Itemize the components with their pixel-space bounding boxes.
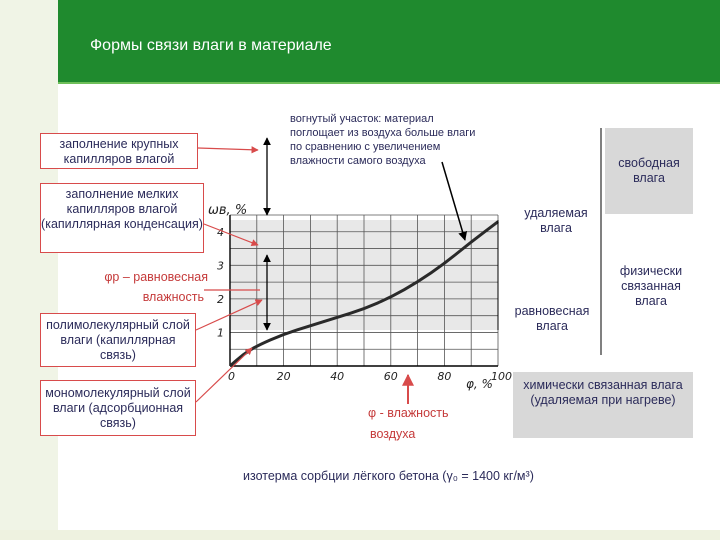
label-chemically-bound: химически связанная влага (удаляемая при нагреве) [513,372,693,438]
label-polymolecular: полимолекулярный слой влаги (капиллярная связь) [40,313,196,367]
air-humidity-label-b: воздуха [370,427,416,441]
label-equilibrium-water: равновесная влага [514,304,590,333]
page-title: Формы связи влаги в материале [90,37,332,54]
label-small-capillaries: заполнение мелких капилляров влагой (капиллярная конденсация) [40,183,204,253]
label-monomolecular: мономолекулярный слой влаги (адсорбционная связь) [40,380,196,436]
label-removable-water: удаляемая влага [524,206,588,235]
arrow-large-capillaries [198,148,258,150]
y-tick-label: 2 [217,292,224,306]
arrow-monomolecular [196,348,252,402]
concave-note: вогнутый участок: материал поглощает из воздуха больше влаги по сравнению с увеличением влажности самого воздуха [290,113,476,167]
label-equilibrium-humidity-a: φр – равновесная [104,270,208,284]
label-equilibrium-humidity-b: влажность [142,290,204,304]
x-tick-label: 0 [228,370,235,383]
label-physically-bound: физически связанная влага [619,264,683,308]
y-tick-label: 1 [217,326,224,340]
x-tick-label: 80 [437,370,452,383]
x-tick-label: 40 [330,370,345,383]
y-axis-label: ωв, % [208,203,248,218]
x-tick-label: 100 [491,370,512,383]
x-tick-label: 20 [276,370,291,383]
y-tick-label: 4 [217,225,224,239]
x-axis-label: φ, % [466,377,493,391]
chart-caption: изотерма сорбции лёгкого бетона (γ₀ = 1400 кг/м³) [243,469,534,483]
x-tick-label: 60 [383,370,398,383]
air-humidity-label-a: φ - влажность [368,406,449,420]
label-large-capillaries: заполнение крупных капилляров влагой [40,133,198,169]
label-free-water: свободная влага [605,128,693,214]
y-tick-label: 3 [217,259,224,273]
